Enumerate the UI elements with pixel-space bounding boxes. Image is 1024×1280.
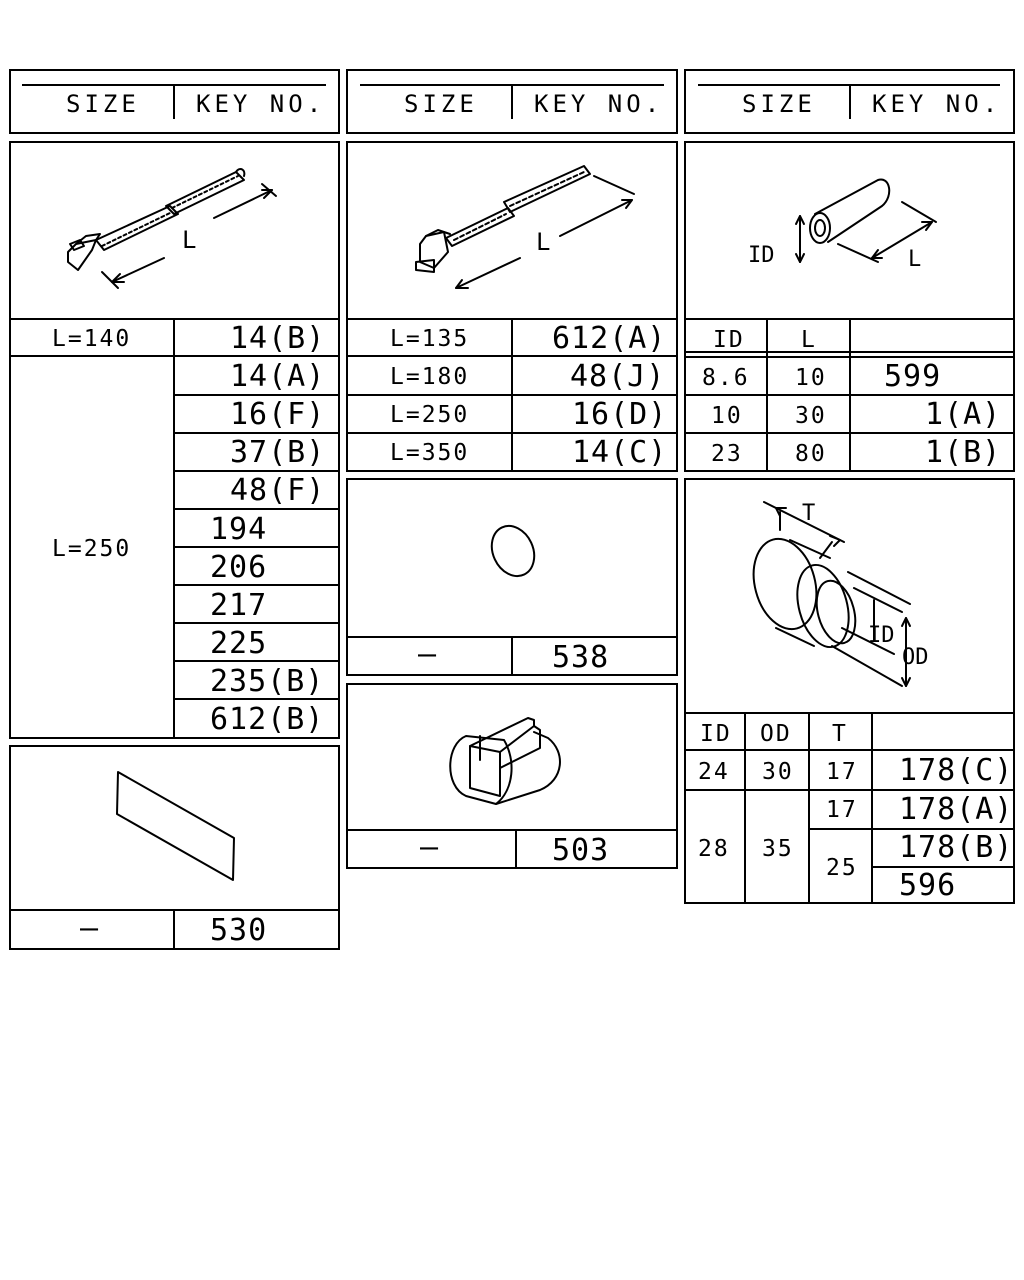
grommet-od-cell: 30 — [762, 759, 794, 785]
grommet-id-cell: 24 — [698, 759, 730, 785]
header-size: SIZE — [404, 90, 478, 118]
grommet-t-cell: 17 — [826, 759, 858, 785]
plate-drawing — [117, 772, 234, 880]
size-cell: L=140 — [52, 326, 132, 352]
size-cell: L=250 — [390, 402, 470, 428]
grommet-od-cell: 35 — [762, 836, 794, 862]
key-cell: 217 — [210, 588, 268, 623]
grommet-t-cell: 25 — [826, 855, 858, 881]
key-cell: 178(A) — [899, 792, 1014, 827]
grommet-head-id: ID — [700, 721, 732, 747]
key-cell: 14(A) — [230, 359, 326, 394]
dimension-id-label: ID — [868, 623, 895, 648]
grommet-drawing — [744, 502, 910, 686]
key-cell: 503 — [552, 833, 610, 868]
key-cell: 178(C) — [899, 753, 1014, 788]
tube-id-cell: 8.6 — [702, 365, 750, 391]
key-cell: 14(C) — [572, 435, 668, 470]
key-cell: 1(A) — [925, 397, 1002, 432]
key-cell: 612(A) — [552, 321, 667, 356]
key-cell: 530 — [210, 913, 268, 948]
dimension-l-label: L — [182, 226, 197, 254]
key-cell: 16(D) — [572, 397, 668, 432]
size-cell: L=135 — [390, 326, 470, 352]
key-cell: 48(J) — [570, 359, 666, 394]
key-cell: 14(B) — [230, 321, 326, 356]
header-key-no: KEY NO. — [196, 90, 326, 118]
key-cell: 225 — [210, 626, 268, 661]
key-cell: 194 — [210, 512, 268, 547]
size-cell: L=180 — [390, 364, 470, 390]
disc-drawing — [484, 519, 542, 583]
key-cell: 206 — [210, 550, 268, 585]
tube-l-cell: 30 — [795, 403, 827, 429]
tube-head-id: ID — [713, 327, 745, 353]
dimension-l-label: L — [536, 228, 551, 256]
key-cell: 48(F) — [230, 473, 326, 508]
grommet-t-cell: 17 — [826, 797, 858, 823]
dimension-l-label: L — [908, 247, 922, 272]
key-cell: 612(B) — [210, 702, 325, 737]
key-cell: 596 — [899, 868, 957, 903]
tube-id-cell: 10 — [711, 403, 743, 429]
size-cell: L=250 — [52, 536, 132, 562]
block-drawing — [450, 718, 560, 804]
tube-l-cell: 10 — [795, 365, 827, 391]
header-key-no: KEY NO. — [534, 90, 664, 118]
key-cell: 37(B) — [230, 435, 326, 470]
cable-tie-drawing — [68, 169, 276, 288]
tube-id-cell: 23 — [711, 441, 743, 467]
dimension-od-label: OD — [902, 645, 929, 670]
size-cell: — — [418, 637, 438, 672]
grommet-head-od: OD — [760, 721, 792, 747]
dimension-t-label: T — [802, 501, 816, 526]
cable-tie-drawing — [416, 166, 634, 288]
key-cell: 16(F) — [230, 397, 326, 432]
key-cell: 235(B) — [210, 664, 325, 699]
header-key-no: KEY NO. — [872, 90, 1002, 118]
tube-head-l: L — [801, 327, 817, 353]
key-cell: 599 — [884, 359, 942, 394]
grommet-head-t: T — [832, 721, 848, 747]
tube-l-cell: 80 — [795, 441, 827, 467]
size-cell: L=350 — [390, 440, 470, 466]
key-cell: 178(B) — [899, 830, 1014, 865]
header-size: SIZE — [742, 90, 816, 118]
key-cell: 1(B) — [925, 435, 1002, 470]
header-size: SIZE — [66, 90, 140, 118]
grommet-id-cell: 28 — [698, 836, 730, 862]
dimension-id-label: ID — [748, 243, 775, 268]
size-cell: — — [420, 830, 440, 865]
key-cell: 538 — [552, 640, 610, 675]
size-cell: — — [80, 911, 100, 946]
